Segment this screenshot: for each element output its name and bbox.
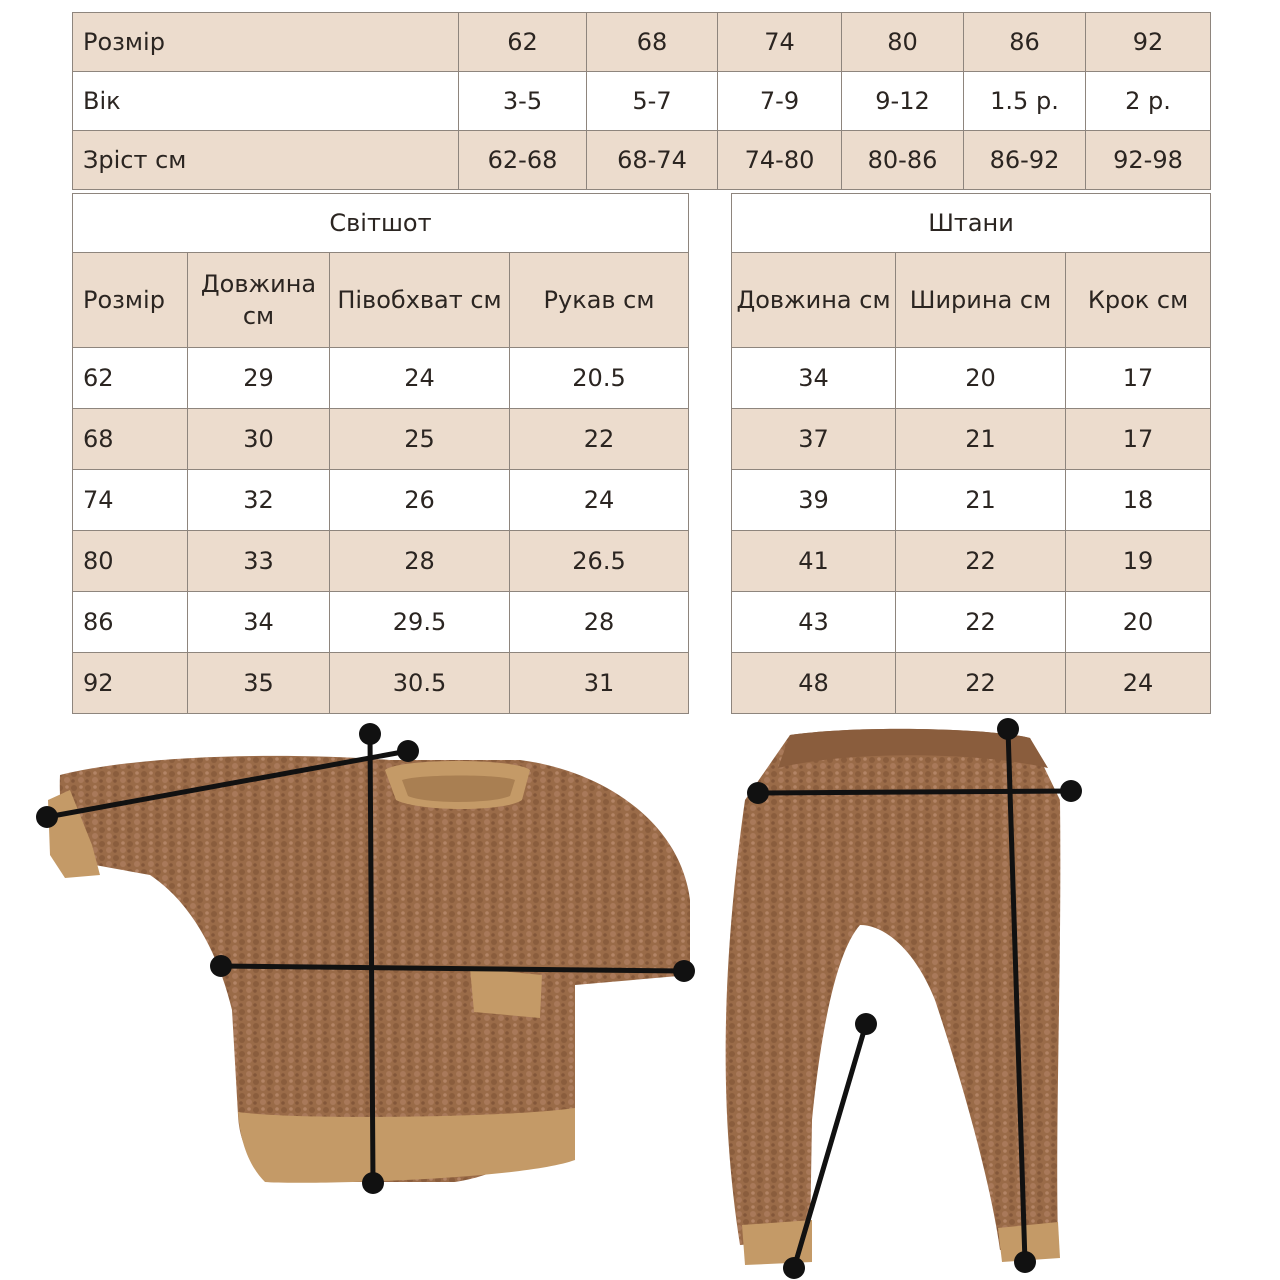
cell-pants-length: 48	[732, 653, 896, 714]
table-row	[73, 653, 689, 714]
size-cell: 68	[587, 13, 718, 72]
table-row	[73, 409, 689, 470]
garment-measurement-illustration	[0, 718, 1280, 1280]
cell-sleeve: 26.5	[510, 531, 689, 592]
measure-dot	[747, 782, 769, 804]
table-row	[732, 409, 1211, 470]
cell-half-chest: 25	[330, 409, 510, 470]
cell-pants-width: 21	[896, 409, 1066, 470]
pants-width-line	[758, 791, 1071, 793]
header-length: Довжина см	[188, 253, 330, 348]
cell-size: 86	[73, 592, 188, 653]
cell-pants-length: 39	[732, 470, 896, 531]
cell-length: 34	[188, 592, 330, 653]
cell-length: 29	[188, 348, 330, 409]
measure-dot	[397, 740, 419, 762]
sweatshirt-title: Світшот	[73, 194, 689, 253]
size-label: Розмір	[73, 13, 459, 72]
age-cell: 1.5 р.	[964, 72, 1086, 131]
age-cell: 7-9	[718, 72, 842, 131]
sweatshirt-title-row	[73, 194, 689, 253]
height-cell: 86-92	[964, 131, 1086, 190]
pants-title-row	[732, 194, 1211, 253]
height-cell: 74-80	[718, 131, 842, 190]
header-pants-width: Ширина см	[896, 253, 1066, 348]
header-pants-inseam: Крок см	[1066, 253, 1211, 348]
cell-length: 30	[188, 409, 330, 470]
header-half-chest: Півобхват см	[330, 253, 510, 348]
sweatshirt-collar-inner	[402, 776, 515, 803]
height-row	[73, 131, 1211, 190]
sweatshirt-hem	[238, 1108, 575, 1183]
cell-sleeve: 22	[510, 409, 689, 470]
cell-pants-length: 41	[732, 531, 896, 592]
cell-size: 68	[73, 409, 188, 470]
pants-table	[731, 193, 1211, 714]
size-row	[73, 13, 1211, 72]
cell-pants-width: 22	[896, 592, 1066, 653]
cell-pants-length: 37	[732, 409, 896, 470]
size-summary-table	[72, 12, 1211, 190]
header-sleeve: Рукав см	[510, 253, 689, 348]
measure-dot	[36, 806, 58, 828]
cell-sleeve: 24	[510, 470, 689, 531]
cell-pants-inseam: 17	[1066, 348, 1211, 409]
cell-pants-inseam: 20	[1066, 592, 1211, 653]
cell-half-chest: 29.5	[330, 592, 510, 653]
cell-pants-width: 21	[896, 470, 1066, 531]
cell-half-chest: 26	[330, 470, 510, 531]
table-row	[73, 592, 689, 653]
cell-pants-inseam: 24	[1066, 653, 1211, 714]
height-cell: 62-68	[459, 131, 587, 190]
measure-dot	[359, 723, 381, 745]
cell-half-chest: 28	[330, 531, 510, 592]
cell-half-chest: 30.5	[330, 653, 510, 714]
measure-dot	[855, 1013, 877, 1035]
age-cell: 3-5	[459, 72, 587, 131]
header-pants-length: Довжина см	[732, 253, 896, 348]
cell-pants-inseam: 18	[1066, 470, 1211, 531]
cell-sleeve: 31	[510, 653, 689, 714]
cell-pants-width: 22	[896, 531, 1066, 592]
size-cell: 92	[1086, 13, 1211, 72]
size-cell: 80	[842, 13, 964, 72]
measure-dot	[1060, 780, 1082, 802]
table-row	[732, 592, 1211, 653]
cell-sleeve: 28	[510, 592, 689, 653]
age-cell: 9-12	[842, 72, 964, 131]
table-row	[73, 348, 689, 409]
age-cell: 5-7	[587, 72, 718, 131]
cell-half-chest: 24	[330, 348, 510, 409]
measure-dot	[210, 955, 232, 977]
cell-pants-width: 20	[896, 348, 1066, 409]
table-row	[73, 470, 689, 531]
cell-size: 92	[73, 653, 188, 714]
cell-length: 35	[188, 653, 330, 714]
size-cell: 62	[459, 13, 587, 72]
sweatshirt-length-line	[370, 734, 373, 1183]
cell-sleeve: 20.5	[510, 348, 689, 409]
height-label: Зріст см	[73, 131, 459, 190]
measure-dot	[1014, 1251, 1036, 1273]
table-row	[732, 653, 1211, 714]
cell-size: 74	[73, 470, 188, 531]
cell-size: 62	[73, 348, 188, 409]
age-row	[73, 72, 1211, 131]
pants-title: Штани	[732, 194, 1211, 253]
table-row	[73, 531, 689, 592]
measure-dot	[673, 960, 695, 982]
cell-pants-width: 22	[896, 653, 1066, 714]
height-cell: 92-98	[1086, 131, 1211, 190]
sweatshirt-header-row	[73, 253, 689, 348]
cell-pants-length: 43	[732, 592, 896, 653]
height-cell: 68-74	[587, 131, 718, 190]
header-size: Розмір	[73, 253, 188, 348]
height-cell: 80-86	[842, 131, 964, 190]
sweatshirt-table	[72, 193, 689, 714]
size-cell: 86	[964, 13, 1086, 72]
sweatshirt-right-cuff	[470, 968, 542, 1018]
measure-dot	[997, 718, 1019, 740]
age-cell: 2 р.	[1086, 72, 1211, 131]
measure-dot	[783, 1257, 805, 1279]
table-row	[732, 531, 1211, 592]
table-row	[732, 470, 1211, 531]
cell-length: 32	[188, 470, 330, 531]
pants-header-row	[732, 253, 1211, 348]
table-divider	[689, 193, 730, 716]
size-cell: 74	[718, 13, 842, 72]
cell-length: 33	[188, 531, 330, 592]
measure-dot	[362, 1172, 384, 1194]
table-row	[732, 348, 1211, 409]
age-label: Вік	[73, 72, 459, 131]
cell-pants-inseam: 17	[1066, 409, 1211, 470]
cell-size: 80	[73, 531, 188, 592]
cell-pants-inseam: 19	[1066, 531, 1211, 592]
cell-pants-length: 34	[732, 348, 896, 409]
